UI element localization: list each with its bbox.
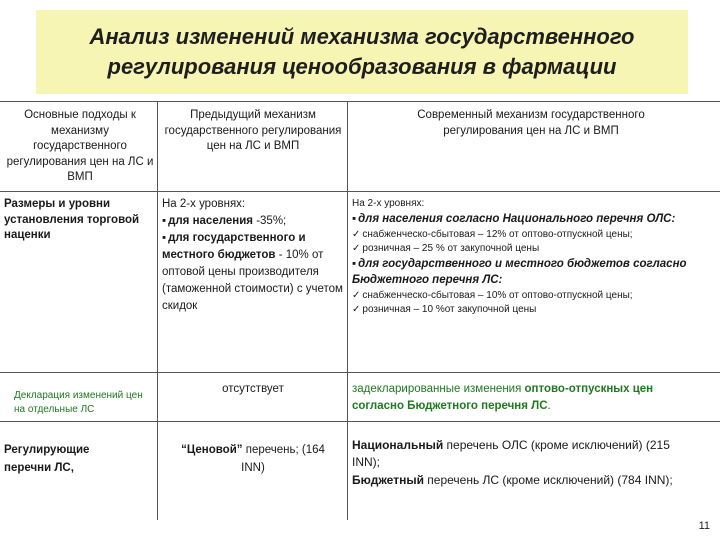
col-divider-2 (347, 101, 348, 520)
slide-title-line-2: регулирования ценообразования в фармации (107, 54, 617, 79)
row3-curr-line1 (352, 437, 700, 471)
check-mark-icon: ✓ (352, 303, 361, 315)
row3-label: Регулирующие перечни ЛС, (4, 444, 90, 474)
row3-curr-line2 (352, 472, 700, 489)
row3-previous (162, 441, 344, 477)
row1-curr-bullet1 (352, 211, 710, 228)
square-bullet-icon: ▪ (352, 257, 357, 270)
row1-curr-check3 (352, 289, 710, 303)
row3-current (352, 437, 710, 489)
row3-curr2-bold: Бюджетный (352, 473, 424, 487)
row2-curr-plain: задекларированные изменения (352, 383, 525, 395)
row1-prev-b2-rest: - 10% от оптовой цены производителя (таможенной стоимости) с учетом скидок (162, 249, 343, 312)
row1-prev-b1-bold: для населения (168, 215, 253, 227)
row3-curr2-rest: перечень ЛС (кроме исключений) (784 INN); (423, 473, 673, 487)
row1-curr-check2 (352, 242, 710, 256)
row1-prev-intro: На 2-х уровнях: (162, 198, 246, 210)
row1-curr-c4-text: розничная – 10 %от закупочной цены (362, 303, 537, 315)
row1-bottom-rule (0, 372, 720, 373)
row3-prev-rest: перечень; (164 INN) (241, 444, 325, 474)
row2-label: Декларация изменений цен на отдельные ЛС (14, 390, 143, 415)
row1-curr-bullet2 (352, 256, 710, 289)
row2-bottom-rule (0, 421, 720, 422)
row1-curr-check4 (352, 303, 710, 317)
title-banner (36, 10, 688, 94)
header-previous-mechanism: Предыдущий механизм государственного регулирования цен на ЛС и ВМП (164, 109, 342, 152)
check-mark-icon: ✓ (352, 228, 361, 240)
row3-curr1-rest: перечень ОЛС (кроме исключений) (215 INN); (352, 438, 670, 469)
square-bullet-icon: ▪ (162, 232, 167, 244)
row1-prev-b1-rest: -35%; (253, 215, 287, 227)
table-top-rule (0, 101, 720, 102)
check-mark-icon: ✓ (352, 242, 361, 254)
slide-title-line-1: Анализ изменений механизма государственного (89, 24, 635, 49)
row1-curr-b2-text: для государственного и местного бюджетов согласно Бюджетного перечня ЛС: (352, 257, 687, 286)
page-number: 11 (698, 520, 710, 532)
row1-label: Размеры и уровни установления торговой наценки (4, 198, 140, 241)
row2-current (352, 381, 710, 415)
row2-curr-end: . (547, 400, 551, 412)
row2-curr-bold: оптово-отпускных цен согласно Бюджетного перечня ЛС (352, 383, 654, 412)
row1-prev-bullet1 (162, 213, 344, 230)
square-bullet-icon: ▪ (352, 213, 357, 225)
row1-curr-check1 (352, 228, 710, 242)
row1-previous (162, 196, 344, 315)
square-bullet-icon: ▪ (162, 215, 167, 227)
col-divider-1 (157, 101, 158, 520)
row1-curr-intro: На 2-х уровнях: (352, 198, 425, 209)
row1-prev-b2-bold: для государственного и местного бюджетов (162, 232, 306, 261)
row3-prev-bold: “Ценовой” (181, 444, 243, 456)
row1-curr-c2-text: розничная – 25 % от закупочной цены (362, 242, 540, 254)
check-mark-icon: ✓ (352, 289, 361, 301)
header-approaches: Основные подходы к механизму государственного регулирования цен на ЛС и ВМП (6, 109, 154, 183)
header-current-mechanism: Современный механизм государственного регулирования цен на ЛС и ВМП (417, 109, 645, 137)
row1-curr-c3-text: снабженческо-сбытовая – 10% от оптово-отпускной цены; (362, 289, 633, 301)
row1-current (352, 197, 710, 317)
row2-previous: отсутствует (222, 383, 284, 395)
header-bottom-rule (0, 191, 720, 192)
row1-prev-bullet2 (162, 230, 344, 315)
row1-curr-b1-text: для населения согласно Национального перечня ОЛС: (358, 213, 676, 225)
row3-curr1-bold: Национальный (352, 438, 444, 452)
row1-curr-c1-text: снабженческо-сбытовая – 12% от оптово-отпускной цены; (362, 228, 633, 240)
